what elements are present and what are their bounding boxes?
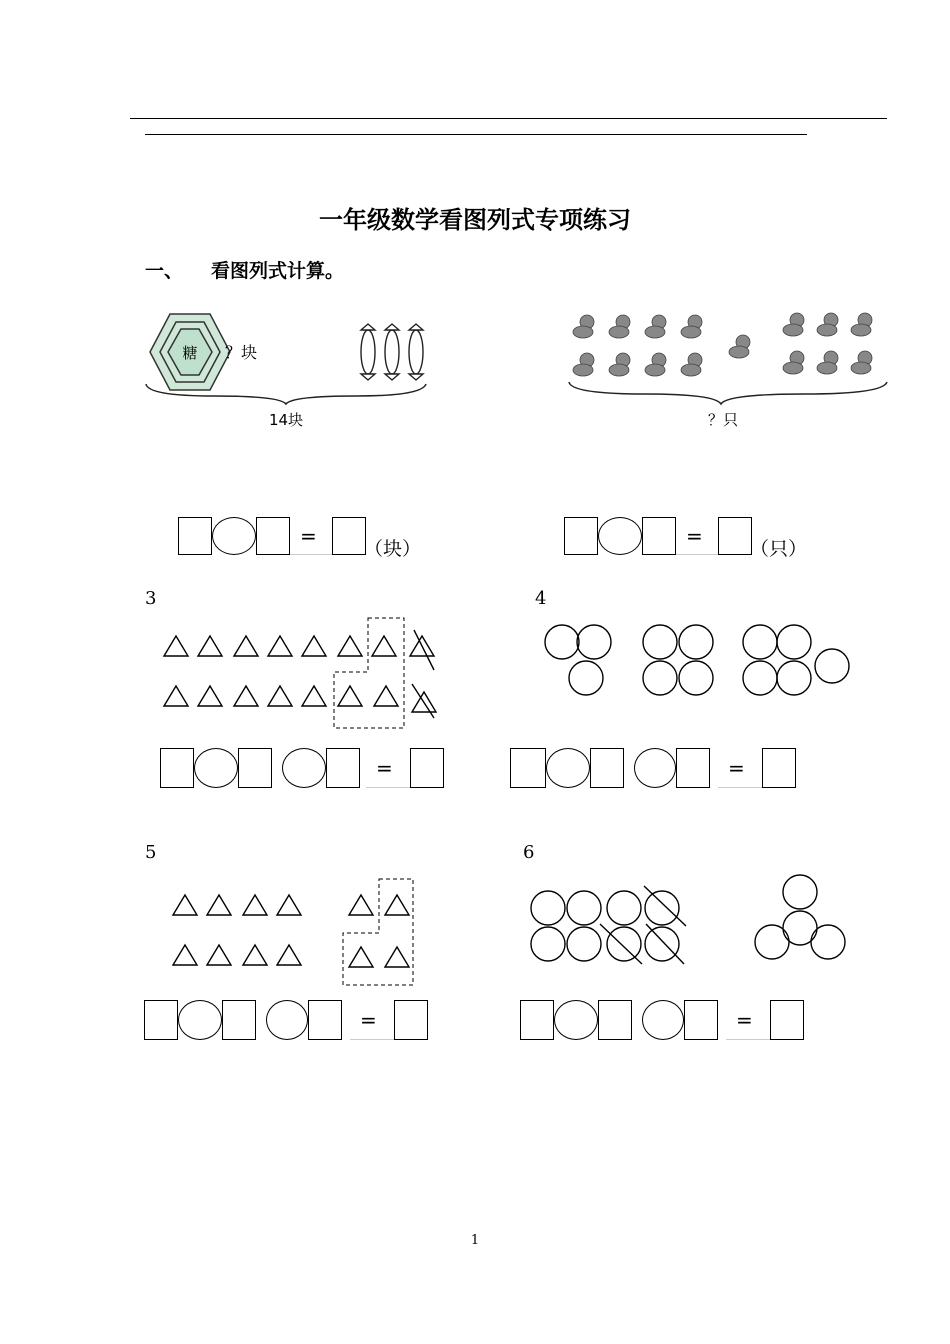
equals-underline xyxy=(366,787,410,788)
answer-box[interactable] xyxy=(326,748,360,788)
triangle-icon xyxy=(173,945,197,965)
answer-box[interactable] xyxy=(642,517,676,555)
triangle-icon xyxy=(207,945,231,965)
circle-icon xyxy=(531,927,565,961)
triangle-icon xyxy=(173,895,197,915)
triangle-icon xyxy=(302,686,326,706)
triangle-icon xyxy=(338,686,362,706)
circle-icon xyxy=(679,661,713,695)
operator-oval[interactable] xyxy=(212,517,256,555)
triangle-icon xyxy=(268,636,292,656)
animal-icon xyxy=(817,313,838,336)
animal-icon xyxy=(851,313,872,336)
triangle-icon xyxy=(164,636,188,656)
answer-box[interactable] xyxy=(178,517,212,555)
circle-icon xyxy=(531,891,565,925)
answer-box[interactable] xyxy=(308,1000,342,1040)
animal-icon xyxy=(645,353,666,376)
equals-underline xyxy=(726,1039,770,1040)
animal-group-right xyxy=(783,313,872,374)
answer-box[interactable] xyxy=(564,517,598,555)
operator-oval[interactable] xyxy=(554,1000,598,1040)
triangle-icon xyxy=(277,945,301,965)
answer-box[interactable] xyxy=(520,1000,554,1040)
result-box[interactable] xyxy=(762,748,796,788)
figure-q5 xyxy=(165,875,425,995)
question-number-4: 4 xyxy=(535,588,547,609)
equals-underline xyxy=(676,554,718,555)
animal-icon xyxy=(645,315,666,338)
circle-icon xyxy=(577,625,611,659)
circle-icon xyxy=(783,911,817,945)
operator-oval[interactable] xyxy=(634,748,676,788)
answer-box[interactable] xyxy=(684,1000,718,1040)
equals-sign: = xyxy=(376,756,393,780)
answer-box[interactable] xyxy=(144,1000,178,1040)
equals-underline xyxy=(350,1039,394,1040)
triangle-icon xyxy=(164,686,188,706)
triangle-icon xyxy=(349,895,373,915)
triangle-icon xyxy=(338,636,362,656)
animal-question-label: ？只 xyxy=(707,411,739,429)
circle-icon xyxy=(567,927,601,961)
animal-icon xyxy=(851,351,872,374)
candy-icon-1 xyxy=(361,324,375,380)
section-heading xyxy=(145,256,344,283)
circle-icon xyxy=(777,661,811,695)
equals-sign: = xyxy=(360,1008,377,1032)
answer-box[interactable] xyxy=(590,748,624,788)
operator-oval[interactable] xyxy=(546,748,590,788)
header-rule-top xyxy=(130,118,887,119)
triangle-icon xyxy=(198,686,222,706)
circle-icon xyxy=(815,649,849,683)
equals-underline xyxy=(718,787,762,788)
circle-icon xyxy=(811,925,845,959)
operator-oval[interactable] xyxy=(642,1000,684,1040)
triangle-icon xyxy=(207,895,231,915)
result-box[interactable] xyxy=(394,1000,428,1040)
answer-box[interactable] xyxy=(598,1000,632,1040)
animal-icon xyxy=(783,351,804,374)
section-label: 看图列式计算。 xyxy=(211,260,345,282)
triangle-icon xyxy=(385,895,409,915)
circle-icon xyxy=(607,891,641,925)
circle-icon xyxy=(777,625,811,659)
operator-oval[interactable] xyxy=(282,748,326,788)
header-rule-bottom xyxy=(145,134,807,135)
animal-icon xyxy=(681,353,702,376)
figure-q6 xyxy=(520,870,860,970)
dashed-selection xyxy=(343,879,413,985)
result-box[interactable] xyxy=(410,748,444,788)
circle-icon xyxy=(545,625,579,659)
circle-icon xyxy=(643,661,677,695)
figure-q3 xyxy=(150,612,450,732)
cross-out-stroke xyxy=(412,684,434,718)
unit-label: （只） xyxy=(750,538,808,560)
animal-icon xyxy=(573,353,594,376)
animal-icon xyxy=(681,315,702,338)
result-box[interactable] xyxy=(332,517,366,555)
triangle-icon xyxy=(372,636,396,656)
triangle-icon xyxy=(349,947,373,967)
triangle-icon xyxy=(234,686,258,706)
figure-q4 xyxy=(540,618,860,708)
animal-icon xyxy=(609,353,630,376)
circle-icon xyxy=(607,927,641,961)
question-number-6: 6 xyxy=(523,842,535,863)
circle-icon xyxy=(679,625,713,659)
total-brace xyxy=(569,382,887,404)
candy-icon-3 xyxy=(409,324,423,380)
section-number: 一、 xyxy=(145,260,184,282)
page-title: 一年级数学看图列式专项练习 xyxy=(319,206,631,234)
cross-out-stroke xyxy=(600,924,642,964)
operator-oval[interactable] xyxy=(178,1000,222,1040)
total-label: 14块 xyxy=(268,411,304,429)
question-number-5: 5 xyxy=(145,842,157,863)
circle-icon xyxy=(645,927,679,961)
answer-box[interactable] xyxy=(160,748,194,788)
equals-sign: = xyxy=(728,756,745,780)
animal-icon xyxy=(729,335,750,358)
circle-icon xyxy=(569,661,603,695)
result-box[interactable] xyxy=(718,517,752,555)
animal-icon xyxy=(817,351,838,374)
page-number: 1 xyxy=(470,1233,480,1248)
circle-icon xyxy=(743,625,777,659)
triangle-icon xyxy=(243,895,267,915)
triangle-icon xyxy=(243,945,267,965)
circle-icon xyxy=(567,891,601,925)
equals-sign: = xyxy=(736,1008,753,1032)
circle-icon xyxy=(783,875,817,909)
operator-oval[interactable] xyxy=(194,748,238,788)
answer-box[interactable] xyxy=(222,1000,256,1040)
dashed-selection xyxy=(334,618,404,728)
animal-icon xyxy=(783,313,804,336)
figure-candy xyxy=(140,300,440,440)
triangle-icon xyxy=(385,947,409,967)
triangle-icon xyxy=(234,636,258,656)
triangle-icon xyxy=(302,636,326,656)
triangle-icon xyxy=(277,895,301,915)
candy-label: 糖 xyxy=(182,344,198,362)
circle-icon xyxy=(743,661,777,695)
candy-icon-2 xyxy=(385,324,399,380)
operator-oval[interactable] xyxy=(266,1000,308,1040)
triangle-icon xyxy=(198,636,222,656)
answer-box[interactable] xyxy=(676,748,710,788)
animal-icon xyxy=(573,315,594,338)
equals-underline xyxy=(290,554,332,555)
unit-label: （块） xyxy=(364,538,422,560)
triangle-icon xyxy=(268,686,292,706)
circle-icon xyxy=(645,891,679,925)
circle-icon xyxy=(755,925,789,959)
answer-box[interactable] xyxy=(510,748,546,788)
figure-animals xyxy=(565,300,905,440)
triangle-icon xyxy=(374,686,398,706)
question-number-3: 3 xyxy=(145,588,157,609)
candy-question-label: ？块 xyxy=(225,343,258,362)
animal-group-left xyxy=(573,315,750,376)
result-box[interactable] xyxy=(770,1000,804,1040)
circle-icon xyxy=(643,625,677,659)
animal-icon xyxy=(609,315,630,338)
answer-box[interactable] xyxy=(256,517,290,555)
equals-sign: = xyxy=(300,524,317,548)
equals-sign: = xyxy=(686,524,703,548)
operator-oval[interactable] xyxy=(598,517,642,555)
answer-box[interactable] xyxy=(238,748,272,788)
